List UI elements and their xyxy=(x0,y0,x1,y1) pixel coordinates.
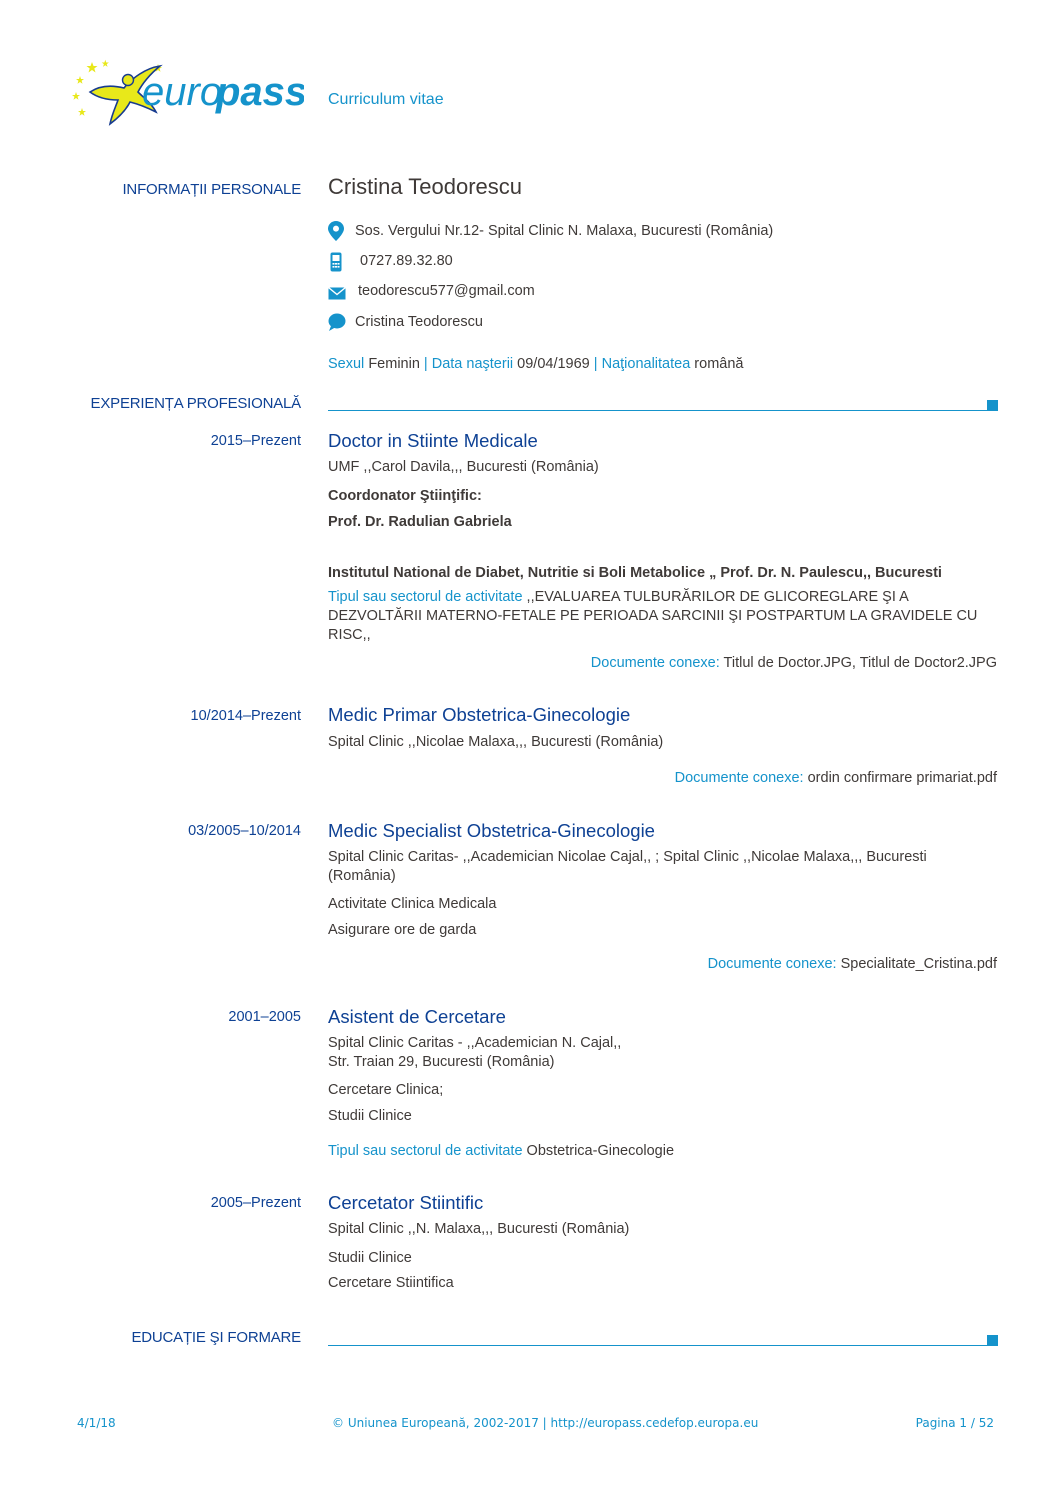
related-documents xyxy=(708,956,997,972)
sector-label: Tipul sau sectorul de activitate xyxy=(328,589,523,605)
section-divider-square xyxy=(987,400,998,411)
dob-label: Data naşterii xyxy=(431,356,514,372)
related-documents xyxy=(675,770,997,786)
experience-dates: 2005–Prezent xyxy=(210,1195,301,1211)
sex-value: Feminin xyxy=(368,356,420,372)
experience-dates: 03/2005–10/2014 xyxy=(188,823,301,839)
documents-label: Documente conexe: xyxy=(674,770,804,786)
experience-dates: 10/2014–Prezent xyxy=(190,708,301,724)
experience-detail: Coordonator Ştiinţific: xyxy=(328,488,482,504)
sector-value: Obstetrica-Ginecologie xyxy=(526,1143,675,1159)
sector-label: Tipul sau sectorul de activitate xyxy=(328,1143,523,1159)
footer-copyright[interactable]: © Uniunea Europeană, 2002-2017 | http://europass.cedefop.europa.eu xyxy=(332,1416,759,1430)
experience-dates: 2001–2005 xyxy=(228,1009,301,1025)
separator: | xyxy=(423,356,428,372)
experience-detail: Asigurare ore de garda xyxy=(328,922,477,938)
experience-employer: Spital Clinic ,,Nicolae Malaxa,,, Bucuresti (România) xyxy=(328,734,664,750)
documents-value[interactable]: ordin confirmare primariat.pdf xyxy=(807,770,997,786)
documents-label: Documente conexe: xyxy=(707,956,837,972)
sex-label: Sexul xyxy=(328,356,365,372)
experience-sector xyxy=(328,588,988,645)
experience-title: Medic Specialist Obstetrica-Ginecologie xyxy=(328,820,655,841)
europass-logo xyxy=(72,58,304,130)
experience-employer: Spital Clinic Caritas - ,,Academician N. Cajal,, xyxy=(328,1035,622,1051)
europass-logo-icon xyxy=(72,58,304,130)
documents-value[interactable]: Specialitate_Cristina.pdf xyxy=(840,956,997,972)
nationality-label: Naţionalitatea xyxy=(601,356,691,372)
experience-employer: UMF ,,Carol Davila,,, Bucuresti (România) xyxy=(328,459,599,475)
experience-title: Asistent de Cercetare xyxy=(328,1006,506,1027)
logo-wordmark-a: euro xyxy=(142,70,223,114)
experience-detail: Institutul National de Diabet, Nutritie si Boli Metabolice „ Prof. Dr. N. Paulescu,, Bucuresti xyxy=(328,565,942,581)
section-personal-info: INFORMAȚII PERSONALE xyxy=(122,181,301,198)
location-pin-icon xyxy=(328,221,344,246)
separator: | xyxy=(593,356,598,372)
dob-value: 09/04/1969 xyxy=(517,356,590,372)
mobile-phone-icon xyxy=(330,252,342,277)
section-experience: EXPERIENȚA PROFESIONALĂ xyxy=(90,395,301,412)
experience-detail: Studii Clinice xyxy=(328,1108,412,1124)
section-divider xyxy=(328,410,988,411)
experience-title: Cercetator Stiintific xyxy=(328,1192,484,1213)
footer-date: 4/1/18 xyxy=(77,1416,116,1430)
experience-employer: Spital Clinic ,,N. Malaxa,,, Bucuresti (România) xyxy=(328,1221,630,1237)
section-divider xyxy=(328,1345,988,1346)
address: Sos. Vergului Nr.12- Spital Clinic N. Malaxa, Bucuresti (România) xyxy=(355,223,774,239)
nationality-value: română xyxy=(694,356,744,372)
sector-value: ,,EVALUAREA TULBURĂRILOR DE GLICOREGLARE ŞI A DEZVOLTĂRII MATERNO-FETALE PE PERIOADA SARCINII ŞI POSTPARTUM LA GRAVIDELE CU RISC,, xyxy=(328,589,978,643)
chat-bubble-icon xyxy=(328,313,346,336)
email[interactable]: teodorescu577@gmail.com xyxy=(358,283,535,299)
doc-title: Curriculum vitae xyxy=(328,91,444,108)
experience-employer: Spital Clinic Caritas- ,,Academician Nicolae Cajal,, ; Spital Clinic ,,Nicolae Malaxa,,, Bucuresti (România) xyxy=(328,849,927,884)
experience-detail: Activitate Clinica Medicala xyxy=(328,896,497,912)
phone: 0727.89.32.80 xyxy=(360,253,453,269)
logo-wordmark-b: pass xyxy=(216,70,304,114)
experience-sector xyxy=(328,1142,674,1161)
section-divider-square xyxy=(987,1335,998,1346)
documents-value[interactable]: Titlul de Doctor.JPG, Titlul de Doctor2.JPG xyxy=(723,655,997,671)
experience-employer: Str. Traian 29, Bucuresti (România) xyxy=(328,1054,555,1070)
experience-detail: Cercetare Stiintifica xyxy=(328,1275,454,1291)
footer-page-number: Pagina 1 / 52 xyxy=(915,1416,994,1430)
messenger: Cristina Teodorescu xyxy=(355,314,483,330)
email-envelope-icon xyxy=(328,287,346,305)
experience-dates: 2015–Prezent xyxy=(210,433,301,449)
experience-title: Medic Primar Obstetrica-Ginecologie xyxy=(328,704,631,725)
person-name: Cristina Teodorescu xyxy=(328,174,523,199)
experience-title: Doctor in Stiinte Medicale xyxy=(328,430,538,451)
experience-detail: Studii Clinice xyxy=(328,1250,412,1266)
experience-detail: Prof. Dr. Radulian Gabriela xyxy=(328,514,512,530)
related-documents xyxy=(591,655,997,671)
documents-label: Documente conexe: xyxy=(590,655,720,671)
experience-detail: Cercetare Clinica; xyxy=(328,1082,444,1098)
personal-details-line xyxy=(328,356,743,372)
section-education: EDUCAȚIE ŞI FORMARE xyxy=(131,1329,301,1346)
